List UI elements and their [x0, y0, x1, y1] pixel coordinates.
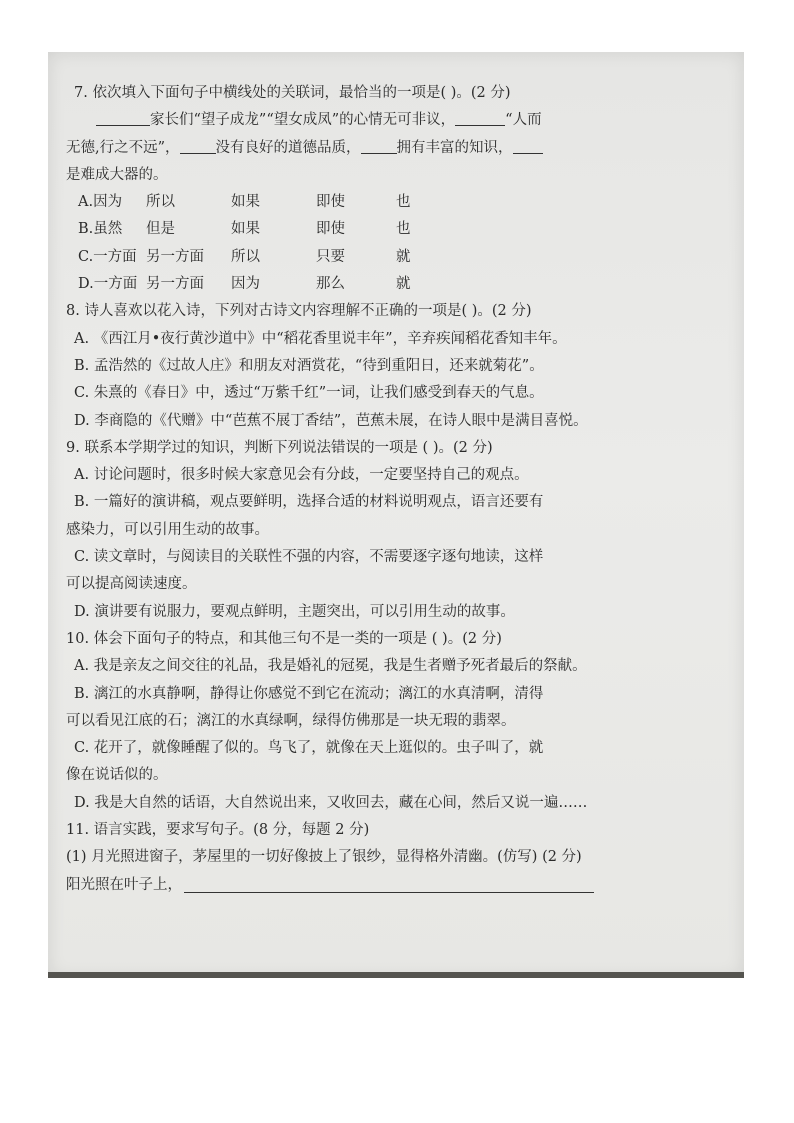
- q11-stem: 11. 语言实践，要求写句子。(8 分，每题 2 分): [66, 822, 370, 839]
- q11-answer-line[interactable]: [184, 876, 594, 893]
- q11-sub1: (1) 月光照进窗子，茅屋里的一切好像披上了银纱，显得格外清幽。(仿写) (2 分): [66, 849, 582, 866]
- photo-bottom-edge: [48, 972, 744, 978]
- q9-option-d[interactable]: D. 演讲要有说服力，要观点鲜明，主题突出，可以引用生动的故事。: [74, 603, 515, 620]
- q10-option-b-cont: 可以看见江底的石；漓江的水真绿啊，绿得仿佛那是一块无瑕的翡翠。: [66, 712, 516, 729]
- exam-content: [66, 80, 678, 899]
- blank-2[interactable]: [455, 109, 505, 126]
- q9-stem: 9. 联系本学期学过的知识，判断下列说法错误的一项是 ( )。(2 分): [66, 439, 493, 456]
- q8-stem: 8. 诗人喜欢以花入诗，下列对古诗文内容理解不正确的一项是( )。(2 分): [66, 303, 532, 320]
- q9-option-c[interactable]: C. 读文章时，与阅读目的关联性不强的内容，不需要逐字逐句地读，这样: [74, 549, 544, 566]
- q8-option-c[interactable]: C. 朱熹的《春日》中，透过“万紫千红”一词，让我们感受到春天的气息。: [74, 385, 544, 402]
- q7-option-a[interactable]: A.因为 所以 如果 即使 也: [78, 194, 411, 211]
- q7-passage-line-2: 无德,行之不远”， 没有良好的道德品质， 拥有丰富的知识，: [66, 135, 678, 162]
- q10-option-a[interactable]: A. 我是亲友之间交往的礼品，我是婚礼的冠冕，我是生者赠予死者最后的祭献。: [74, 658, 587, 675]
- q10-option-c[interactable]: C. 花开了，就像睡醒了似的。鸟飞了，就像在天上逛似的。虫子叫了，就: [74, 740, 544, 757]
- q8-option-d[interactable]: D. 李商隐的《代赠》中“芭蕉不展丁香结”，芭蕉未展，在诗人眼中是满目喜悦。: [74, 412, 588, 429]
- q8-option-b[interactable]: B. 孟浩然的《过故人庄》和朋友对酒赏花，“待到重阳日，还来就菊花”。: [74, 357, 544, 374]
- q10-option-b[interactable]: B. 漓江的水真静啊，静得让你感觉不到它在流动；漓江的水真清啊，清得: [74, 685, 544, 702]
- q9-option-c-cont: 可以提高阅读速度。: [66, 576, 197, 593]
- q9-option-a[interactable]: A. 讨论问题时，很多时候大家意见会有分歧，一定要坚持自己的观点。: [74, 467, 529, 484]
- q8-option-a[interactable]: A. 《西江月•夜行黄沙道中》中“稻花香里说丰年”，辛弃疾闻稻花香知丰年。: [74, 330, 567, 347]
- q9-option-b-cont: 感染力，可以引用生动的故事。: [66, 521, 269, 538]
- q10-option-c-cont: 像在说话似的。: [66, 767, 168, 784]
- q7-option-c[interactable]: C.一方面 另一方面 所以 只要 就: [78, 248, 411, 265]
- q7-passage-line-3: 是难成大器的。: [66, 166, 168, 183]
- q10-stem: 10. 体会下面句子的特点，和其他三句不是一类的一项是 ( )。(2 分): [66, 630, 502, 647]
- q11-sub1-answer: 阳光照在叶子上，: [66, 872, 678, 899]
- q7-option-d[interactable]: D.一方面 另一方面 因为 那么 就: [78, 276, 411, 293]
- blank-3[interactable]: [180, 137, 216, 154]
- q7-stem: 7. 依次填入下面句子中横线处的关联词，最恰当的一项是( )。(2 分): [74, 85, 511, 101]
- q7-option-b[interactable]: B.虽然 但是 如果 即使 也: [78, 221, 411, 238]
- blank-1[interactable]: [96, 109, 150, 126]
- q10-option-d[interactable]: D. 我是大自然的话语，大自然说出来，又收回去，藏在心间，然后又说一遍……: [74, 794, 588, 811]
- blank-5[interactable]: [513, 137, 543, 154]
- q9-option-b[interactable]: B. 一篇好的演讲稿，观点要鲜明，选择合适的材料说明观点，语言还要有: [74, 494, 544, 511]
- q7-passage-line-1: 家长们“望子成龙”“望女成凤”的心情无可非议， “人而: [66, 107, 678, 134]
- blank-4[interactable]: [361, 137, 397, 154]
